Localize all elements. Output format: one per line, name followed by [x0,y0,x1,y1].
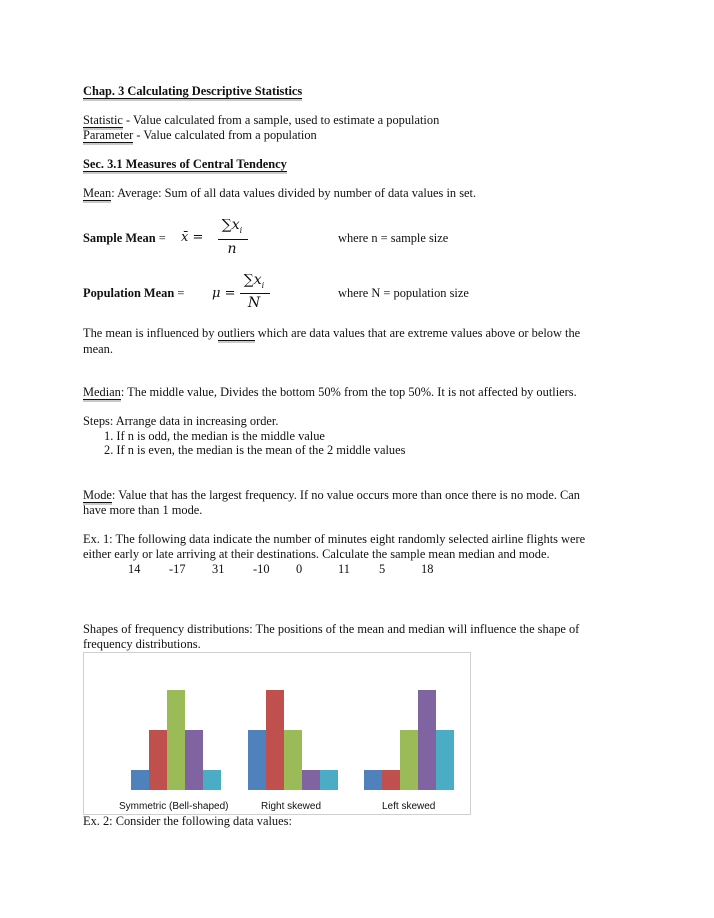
shapes-line2: frequency distributions. [83,637,201,651]
bar-symmetric-2 [149,730,167,790]
population-mean-fraction-bar [240,293,270,294]
sample-mean-numerator-sub: i [239,225,243,235]
parameter-def: Value calculated from a population [143,128,317,142]
bar-symmetric-4 [185,730,203,790]
bar-right-skewed-3 [284,730,302,790]
shapes-line1: Shapes of frequency distributions: The positions of the mean and median will influence the shape of [83,622,580,636]
parameter-term: Parameter [83,128,134,142]
population-mean-label [83,286,184,301]
category-label-right-skewed: Right skewed [261,801,322,812]
bar-left-skewed-4 [418,690,436,790]
bar-left-skewed-3 [400,730,418,790]
parameter-definition [83,128,317,143]
bar-right-skewed-1 [248,730,266,790]
sample-mean-eq: = [155,231,166,245]
section-text: Sec. 3.1 Measures of Central Tendency [83,157,287,171]
bar-symmetric-5 [203,770,221,790]
category-label-symmetric: Symmetric (Bell-shaped) [119,801,229,812]
sample-mean-denominator: n [227,241,237,257]
sample-mean-fraction-bar [218,239,248,240]
ex1-value: -10 [253,562,270,576]
population-mean-numerator [236,272,272,290]
mode-definition [83,488,580,503]
bar-right-skewed-5 [320,770,338,790]
mean-term: Mean [83,186,112,200]
outliers-term: outliers [217,326,255,340]
ex1-line1: Ex. 1: The following data indicate the number of minutes eight randomly selected airline flights were [83,532,586,546]
median-term: Median [83,385,121,399]
statistic-definition [83,113,439,128]
ex1-value: 5 [379,562,386,576]
ex2-text: Ex. 2: Consider the following data values: [83,814,292,828]
ex1-value: 14 [128,562,141,576]
page-title [83,84,302,99]
median-def: : The middle value, Divides the bottom 50% from the top 50%. It is not affected by outliers. [120,385,577,399]
population-mean-numerator-sub: i [261,280,265,290]
parameter-sep: - [133,128,144,142]
distribution-shapes-chart [83,652,471,815]
ex1-value: 31 [212,562,225,576]
outliers-pre: The mean is influenced by [83,326,218,340]
section-heading [83,157,287,172]
mode-line2: have more than 1 mode. [83,503,203,517]
mode-def: : Value that has the largest frequency. If no value occurs more than once there is no mode. Can [111,488,580,502]
step-2: 2. If n is even, the median is the mean of the 2 middle values [104,443,406,457]
ex1-value: -17 [169,562,186,576]
bar-symmetric-3 [167,690,185,790]
bar-symmetric-1 [131,770,149,790]
sample-size-note: where n = sample size [338,231,449,245]
population-mean-numerator-text: ∑x [243,272,262,288]
sample-mean-numerator [214,217,250,235]
ex1-value: 11 [338,562,350,576]
bar-left-skewed-5 [436,730,454,790]
ex1-line2: either early or late arriving at their destinations. Calculate the sample mean median and mode. [83,547,550,561]
mode-term: Mode [83,488,112,502]
outliers-line2: mean. [83,342,113,356]
population-size-note: where N = population size [338,286,469,300]
ex1-value: 0 [296,562,303,576]
bar-right-skewed-2 [266,690,284,790]
statistic-sep: - [122,113,134,127]
outliers-post: which are data values that are extreme values above or below the [254,326,581,340]
statistic-def: Value calculated from a sample, used to estimate a population [133,113,440,127]
population-mean-label-text: Population Mean [83,286,175,300]
sample-mean-label-text: Sample Mean [83,231,156,245]
steps-intro: Steps: Arrange data in increasing order. [83,414,279,428]
sample-mean-symbol: x̄ = [181,230,204,245]
bar-left-skewed-2 [382,770,400,790]
population-mean-eq: = [174,286,185,300]
ex1-value: 18 [421,562,434,576]
median-definition [83,385,577,400]
statistic-term: Statistic [83,113,123,127]
step-1: 1. If n is odd, the median is the middle value [104,429,325,443]
population-mean-denominator: N [247,295,261,311]
chart-svg [84,653,470,814]
bar-right-skewed-4 [302,770,320,790]
outliers-paragraph [83,326,580,341]
category-label-left-skewed: Left skewed [382,801,436,812]
mean-def: : Average: Sum of all data values divided by number of data values in set. [111,186,477,200]
bar-left-skewed-1 [364,770,382,790]
population-mean-symbol: μ = [212,286,236,301]
sample-mean-label [83,231,166,246]
title-text: Chap. 3 Calculating Descriptive Statistics [83,84,303,98]
mean-definition [83,186,476,201]
sample-mean-numerator-text: ∑x [221,217,240,233]
